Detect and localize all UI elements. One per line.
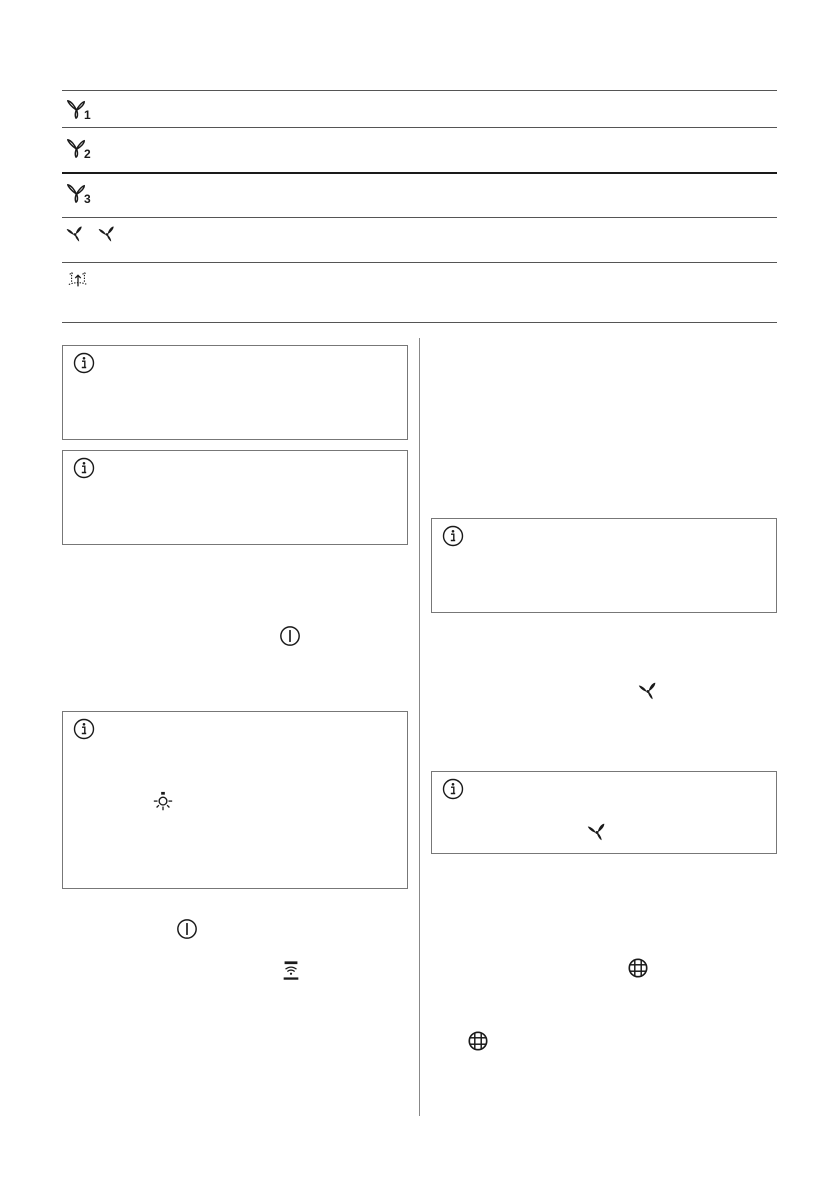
- info-icon: [73, 718, 95, 740]
- fan-speed-subscript: 2: [84, 147, 91, 161]
- info-icon: [73, 457, 95, 479]
- table-rule: [62, 127, 777, 128]
- column-divider: [419, 338, 420, 1116]
- light-icon: [152, 791, 174, 813]
- fan-speed-1-icon: [65, 96, 91, 122]
- fan-icon: [637, 680, 659, 702]
- info-note: [62, 345, 408, 440]
- fan-boost-2-icon: [97, 224, 117, 244]
- table-rule: [62, 217, 777, 218]
- table-rule: [62, 262, 777, 263]
- info-note: [431, 771, 777, 854]
- table-rule-top: [62, 90, 777, 91]
- fan-boost-pair-icon: [65, 224, 117, 244]
- grease-filter-icon: [467, 1030, 489, 1052]
- fan-icon: [586, 821, 608, 843]
- info-icon: [73, 352, 95, 374]
- table-rule: [62, 172, 777, 174]
- fan-boost-1-icon: [65, 224, 85, 244]
- fan-speed-2-icon: [65, 135, 91, 161]
- fan-speed-subscript: 3: [84, 192, 91, 206]
- power-icon: [176, 918, 198, 940]
- info-note: [62, 450, 408, 545]
- steam-sensor-icon: [65, 268, 91, 290]
- table-rule-bottom: [62, 322, 777, 323]
- info-icon: [442, 525, 464, 547]
- power-icon: [279, 625, 301, 647]
- info-note: [431, 518, 777, 613]
- grease-filter-icon: [627, 957, 649, 979]
- info-note: [62, 711, 408, 889]
- hob2hood-icon: [280, 960, 302, 982]
- info-icon: [442, 778, 464, 800]
- fan-speed-3-icon: [65, 180, 91, 206]
- fan-speed-subscript: 1: [84, 108, 91, 122]
